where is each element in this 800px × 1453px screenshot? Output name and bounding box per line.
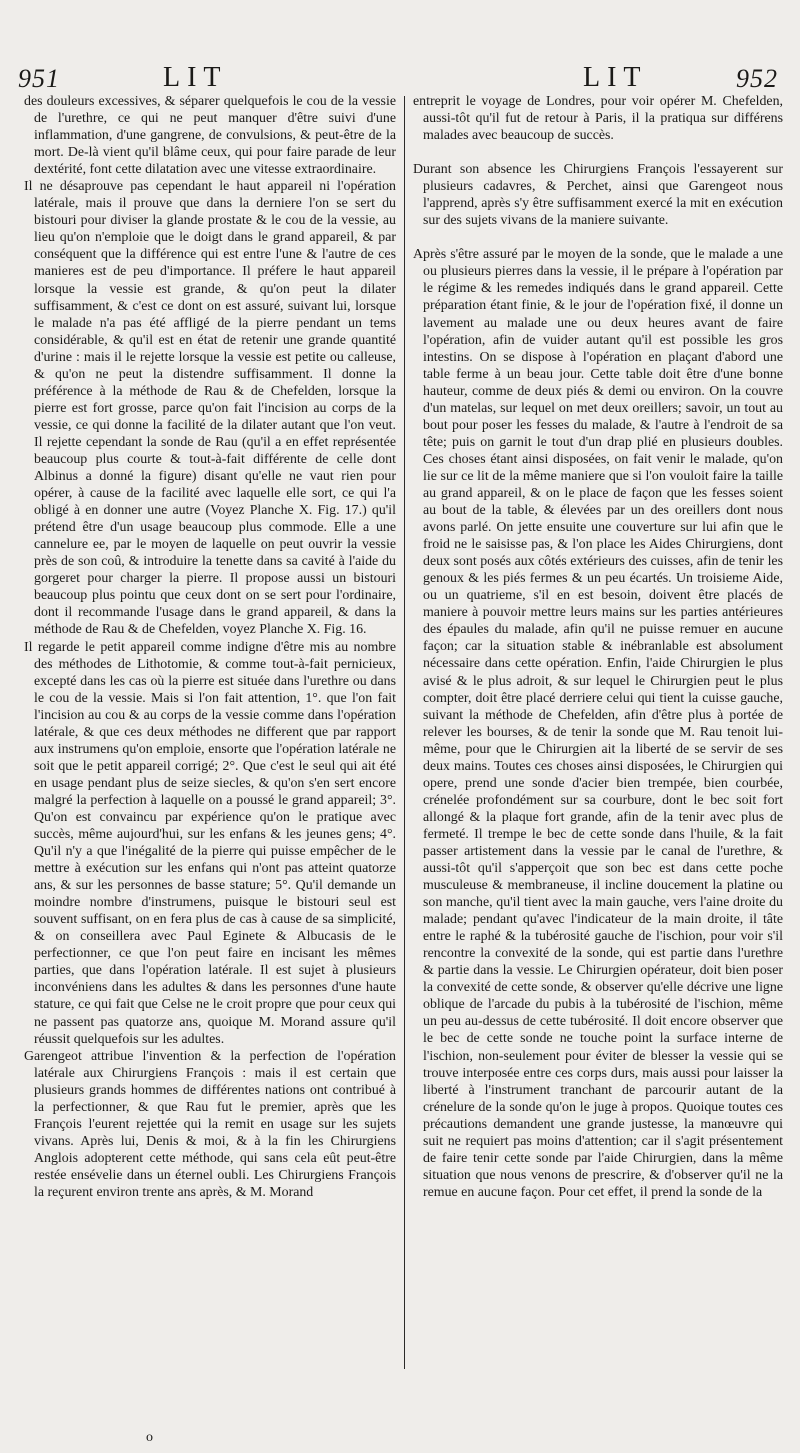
paragraph: Après s'être assuré par le moyen de la sonde, que le malade a une ou plusieurs pierres dans la vessie, il le prépare à l'opération par le régime & les remedes indiqués dans le grand appareil. Cette préparation étant finie, & le jour de l'opération fixé, il donne un lavement au malade une ou deux heures avant de faire l'opération, afin de vuider autant qu'il est possible les gros intestins. On se dispose à l'opération en plaçant d'abord une table ferme à un beau jour. Cette table doit être d'une bonne hauteur, comme de deux piés & demi ou environ. On la couvre d'un matelas, sur lequel on met deux oreillers; savoir, un tout au bout pour poser les fesses du malade, & l'autre à l'endroit de sa tête; puis on garnit le tout d'un drap plié en plusieurs doubles. Ces choses étant ainsi disposées, on fait venir le malade, qu'on lie sur ce lit de la même maniere que si l'on vouloit faire la taille au grand appareil, & on le place de façon que les fesses soient au bout de la table, & élevées par un des oreillers dont nous avons parlé. On jette ensuite une couverture sur lui afin que le froid ne le saisisse pas, & l'on place les Aides Chirurgiens, dont deux sont posés aux côtés extérieurs des cuisses, afin de tenir les genoux & les piés fermes & un peu écartés. Un troisieme Aide, ou un quatrieme, s'il en est besoin, doivent être placés de maniere à pouvoir mettre leurs mains sur les parties antérieures des épaules du malade, afin qu'il ne puisse remuer en aucune façon; car la situation stable & inébranlable est absolument nécessaire dans cette opération. Enfin, l'aide Chirurgien le plus avisé & le plus adroit, & sur lequel le Chirurgien peut le plus compter, doit être placé derriere celui qui tient la cuisse gauche, suivant la méthode de Chefelden, afin d'être plus à portée de relever les bourses, & de tenir la sonde que M. Rau tenoit lui-même, pour que le Chirurgien ait la liberté de se servir de ses deux mains. Toutes ces choses ainsi disposées, le Chirurgien qui opere, prend une sonde d'acier bien trempée, bien courbée, crénelée profondément sur sa courbure, dont le bec soit fort allongé & la plaque fort grande, afin de la tenir avec plus de fermeté. Il trempe le bec de cette sonde dans l'huile, & la fait passer artistement dans la vessie par le canal de l'urethre, & aussi-tôt qu'il s'apperçoit que son bec est dans cette poche musculeuse & membraneuse, il incline doucement la platine ou son manche, qu'il tient avec la main gauche, vers l'aine droite du malade; pendant qu'avec l'indicateur de la main droite, il tâte entre le raphé & la tubérosité gauche de l'ischion, pour voir s'il rencontre la convexité de la sonde, qui est partie dans l'urethre & partie dans la vessie. Le Chirurgien opérateur, doit bien poser la convexité de cette sonde, & observer qu'elle décrive une ligne oblique de l'arcade du pubis à la tubérosité de l'ischion, même un peu au-dessus de cette tubérosité. Il doit encore observer que le bec de cette sonde ne touche point la surface interne de l'ischion, non-seulement pour éviter de blesser la vessie qui se trouve interposée entre ces corps durs, mais aussi pour laisser la liberté à l'instrument tranchant de parcourir autant de la crénelure de la sonde qu'on le juge à propos. Quoique toutes ces précautions demandent une grande justesse, la manœuvre qui suit ne requiert pas moins d'attention; car il s'agit présentement de faire tenir cette sonde par l'aide Chirurgien, dans la même situation que nous venons de prescrire, & d'observer qu'il ne la remue en aucune façon. Pour cet effet, il prend la sonde de la: [413, 247, 783, 1200]
headword-right: LIT: [583, 62, 648, 93]
headword-left: LIT: [163, 62, 228, 93]
paragraph: Il regarde le petit appareil comme indigne d'être mis au nombre des méthodes de Lithotomie, & comme tout-à-fait pernicieux, excepté dans les cas où la pierre est située dans l'urethre ou dans le cou de la vessie. Mais si l'on fait attention, 1°. que l'on fait l'incision au cou & au corps de la vessie comme dans l'opération latérale, & que ces deux méthodes ne different que par rapport aux instrumens qu'on emploie, ensorte que l'opération latérale ne soit que le petit appareil corrigé; 2°. Que c'est le seul qui ait été en usage pendant plus de seize siecles, & qu'on s'en sert encore malgré la perfection à laquelle on a poussé le grand appareil; 3°. Qu'on est convaincu par expérience qu'on le pratique avec succès, même aujourd'hui, sur les enfans & les jeunes gens; 4°. Qu'il n'y a que l'inégalité de la pierre qui puisse empêcher de le mettre à exécution sur les enfans qui n'ont pas atteint quatorze ans, & sur les personnes de basse stature; 5°. Qu'il demande un moindre nombre d'instrumens, puisque le bistouri seul est souvent suffisant, on en fera plus de cas à cause de sa simplicité, & on conseillera avec Paul Eginete & Albucasis de le perfectionner, ce que l'on peut faire en incisant les mêmes parties, que dans l'opération latérale. Il est sujet à plusieurs inconvéniens dans les adultes & dans les personnes d'une haute stature, ce qui fait que Celse ne le croit propre que pour ceux qui ne passent pas quatorze ans, quoique M. Morand assure qu'il réussit quelquefois sur les adultes.: [24, 639, 396, 1047]
paragraph: Garengeot attribue l'invention & la perfection de l'opération latérale aux Chirurgiens François : mais il est certain que plusieurs grands hommes de différentes nations ont contribué à la perfectionner, & que Rau fut le premier, après que les François l'eurent rejettée qui la remit en usage sur les sujets vivans. Après lui, Denis & moi, & à la fin les Chirurgiens Anglois adopterent cette méthode, qui sans cela eût peut-être restée ensévelie dans un éternel oubli. Les Chirurgiens François la reçurent environ trente ans après, & M. Morand: [24, 1048, 396, 1200]
right-column: [413, 93, 783, 1201]
column-divider: [404, 96, 405, 1369]
paragraph: Durant son absence les Chirurgiens François l'essayerent sur plusieurs cadavres, & Perchet, ainsi que Garengeot nous l'apprend, après s'y être suffisamment exercé la mit en exécution sur des sujets vivans de la maniere suivante.: [413, 162, 783, 229]
paragraph: des douleurs excessives, & séparer quelquefois le cou de la vessie de l'urethre, ce qui ne peut manquer d'être suivi d'une inflammation, d'une gangrene, de convulsions, & peut-être de la mort. De-là vient qu'il blâme ceux, qui pour faire parade de leur dextérité, font cette dilatation avec une vitesse extraordinaire.: [24, 94, 396, 178]
paragraph: Il ne désaprouve pas cependant le haut appareil ni l'opération latérale, mais il prouve que dans la derniere l'on se sert du bistouri pour diviser la glande prostate & le cou de la vessie, au lieu qu'on n'emploie que le doigt dans le grand appareil, & par conséquent que la différence qui est entre l'une & l'autre de ces manieres est de peu d'importance. Il préfere le haut appareil lorsque la vessie est grande, & qu'on peut la dilater suffisamment, & c'est ce dont on est assuré, suivant lui, lorsque le malade n'a pas été affligé de la pierre pendant un tems considérable, & qu'il est en état de retenir une grande quantité d'urine : mais il le rejette lorsque la vessie est petite ou calleuse, & qu'on ne peut la distendre suffisamment. Il donne la préférence à la méthode de Rau & de Chefelden, lorsque la pierre est fort grosse, parce qu'on fait l'incision au corps de la vessie, ce qui donne la facilité de la dilater autant que l'on veut. Il rejette cependant la sonde de Rau (qu'il a en effet représentée beaucoup plus courte & tout-à-fait différente de celle dont Albinus a donné la figure) disant qu'elle ne vaut rien pour opérer, à cause de la facilité avec laquelle elle sort, ce qui l'a obligé à en donner une autre (Voyez Planche X. Fig. 17.) qu'il prétend être d'un usage beaucoup plus commode. Elle a une cannelure ee, par le moyen de laquelle on peut ouvrir la vessie près de son coû, & introduire la tenette dans sa cavité à l'aide du gorgeret pour charger la pierre. Il propose aussi un bistouri beaucoup plus pointu que ceux dont on se sert pour l'ordinaire, dont il recommande l'usage dans le grand appareil, & dans la méthode de Rau & de Chefelden, voyez Planche X. Fig. 16.: [24, 179, 396, 638]
paragraph: entreprit le voyage de Londres, pour voir opérer M. Chefelden, aussi-tôt qu'il fut de retour à Paris, il la pratiqua sur différens malades avec beaucoup de succès.: [413, 94, 783, 144]
left-column: [24, 93, 396, 1201]
page-number-left: 951: [18, 64, 60, 93]
footer-mark: o: [146, 1430, 153, 1445]
page-number-right: 952: [736, 64, 778, 93]
